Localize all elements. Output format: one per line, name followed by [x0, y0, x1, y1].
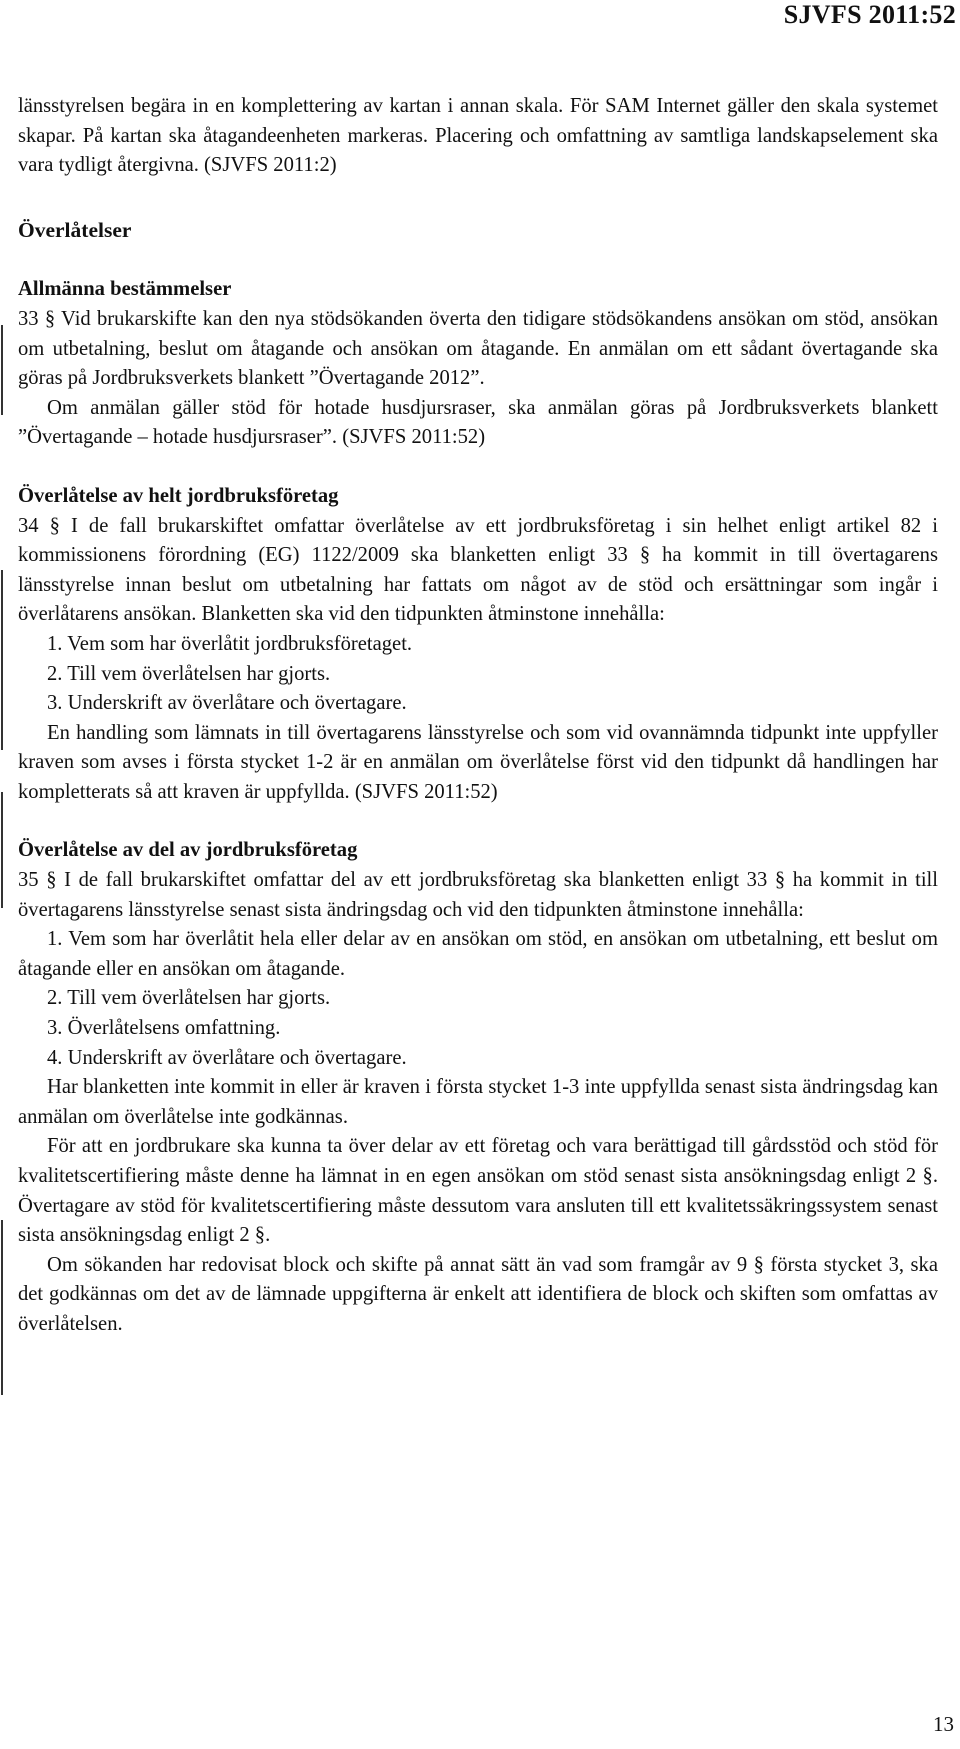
list-item: 4. Underskrift av överlåtare och övertagare. [47, 1046, 407, 1069]
paragraph-35: 35 § I de fall brukarskiftet omfattar del av ett jordbruksföretag ska blanketten enligt 33 § ha kommit in till övertagarens länsstyrelse senast sista ändringsdag och vid den tidpunkten åtminstone innehålla: [18, 869, 938, 921]
list-item: 2. Till vem överlåtelsen har gjorts. [47, 662, 331, 685]
subsection-heading-part: Överlåtelse av del av jordbruksföretag [18, 839, 358, 862]
subsection-heading-general: Allmänna bestämmelser [18, 278, 232, 301]
paragraph-33-second: Om anmälan gäller stöd för hotade husdjursraser, ska anmälan göras på Jordbruksverkets blankett ”Övertagande – hotade husdjursraser”. (SJVFS 2011:52) [18, 396, 938, 449]
change-bar [1, 325, 3, 415]
list-item: 2. Till vem överlåtelsen har gjorts. [47, 987, 331, 1010]
page-number: 13 [933, 1712, 954, 1736]
subsection-heading-whole: Överlåtelse av helt jordbruksföretag [18, 484, 339, 507]
running-header: SJVFS 2011:52 [783, 0, 956, 29]
paragraph-35-second: Har blanketten inte kommit in eller är kraven i första stycket 1-3 inte uppfyllda senast sista ändringsdag kan anmälan om överlåtelse inte godkännas. [18, 1076, 938, 1128]
document-body [18, 92, 938, 1340]
change-bar [1, 570, 3, 750]
list-item: 1. Vem som har överlåtit jordbruksföretaget. [47, 632, 413, 655]
list-item: 3. Överlåtelsens omfattning. [47, 1017, 281, 1040]
section-heading: Överlåtelser [18, 217, 132, 242]
change-bar [1, 1220, 3, 1395]
intro-paragraph: länsstyrelsen begära in en komplettering av kartan i annan skala. För SAM Internet gäller den skala systemet skapar. På kartan ska åtagandeenheten markeras. Placering och omfattning av samtliga landskapselement ska vara tydligt återgivna. (SJVFS 2011:2) [18, 95, 938, 177]
list-item: 1. Vem som har överlåtit hela eller delar av en ansökan om stöd, en ansökan om utbetalning, ett beslut om åtagande eller en ansökan om åtagande. [18, 928, 938, 980]
paragraph-34-second: En handling som lämnats in till övertagarens länsstyrelse och som vid ovannämnda tidpunkt inte uppfyller kraven som avses i första stycket 1-2 är en anmälan om överlåtelse först vid den tidpunkt då handlingen har kompletterats så att kraven är uppfyllda. (SJVFS 2011:52) [18, 721, 938, 803]
paragraph-35-third: För att en jordbrukare ska kunna ta över delar av ett företag och vara berättigad till gårdsstöd och stöd för kvalitetscertifiering måste denne ha lämnat in en egen ansökan om stöd senast sista ansökningsdag enligt 2 §. Övertagare av stöd för kvalitetscertifiering måste dessutom vara ansluten till ett kvalitetssäkringssystem senast sista ansökningsdag enligt 2 §. [18, 1135, 938, 1247]
paragraph-35-fourth: Om sökanden har redovisat block och skifte på annat sätt än vad som framgår av 9 § första stycket 3, ska det godkännas om det av de lämnade uppgifterna är enkelt att identifiera de block och skiften som omfattas av överlåtelsen. [18, 1253, 938, 1335]
paragraph-33: 33 § Vid brukarskifte kan den nya stödsökanden överta den tidigare stödsökandens ansökan om stöd, ansökan om utbetalning, beslut om åtagande och ansökan om åtagande. En anmälan om ett sådant övertagande ska göras på Jordbruksverkets blankett ”Övertagande 2012”. [18, 307, 938, 390]
paragraph-34: 34 § I de fall brukarskiftet omfattar överlåtelse av ett jordbruksföretag i sin helhet enligt artikel 82 i kommissionens förordning (EG) 1122/2009 ska blanketten enligt 33 § ha kommit in till övertagarens länsstyrelse innan beslut om utbetalning har fattats om något av de stöd och ersättningar som ingår i överlåtarens ansökan. Blanketten ska vid den tidpunkten åtminstone innehålla: [18, 514, 938, 626]
list-item: 3. Underskrift av överlåtare och övertagare. [47, 692, 407, 715]
change-bar [1, 792, 3, 908]
